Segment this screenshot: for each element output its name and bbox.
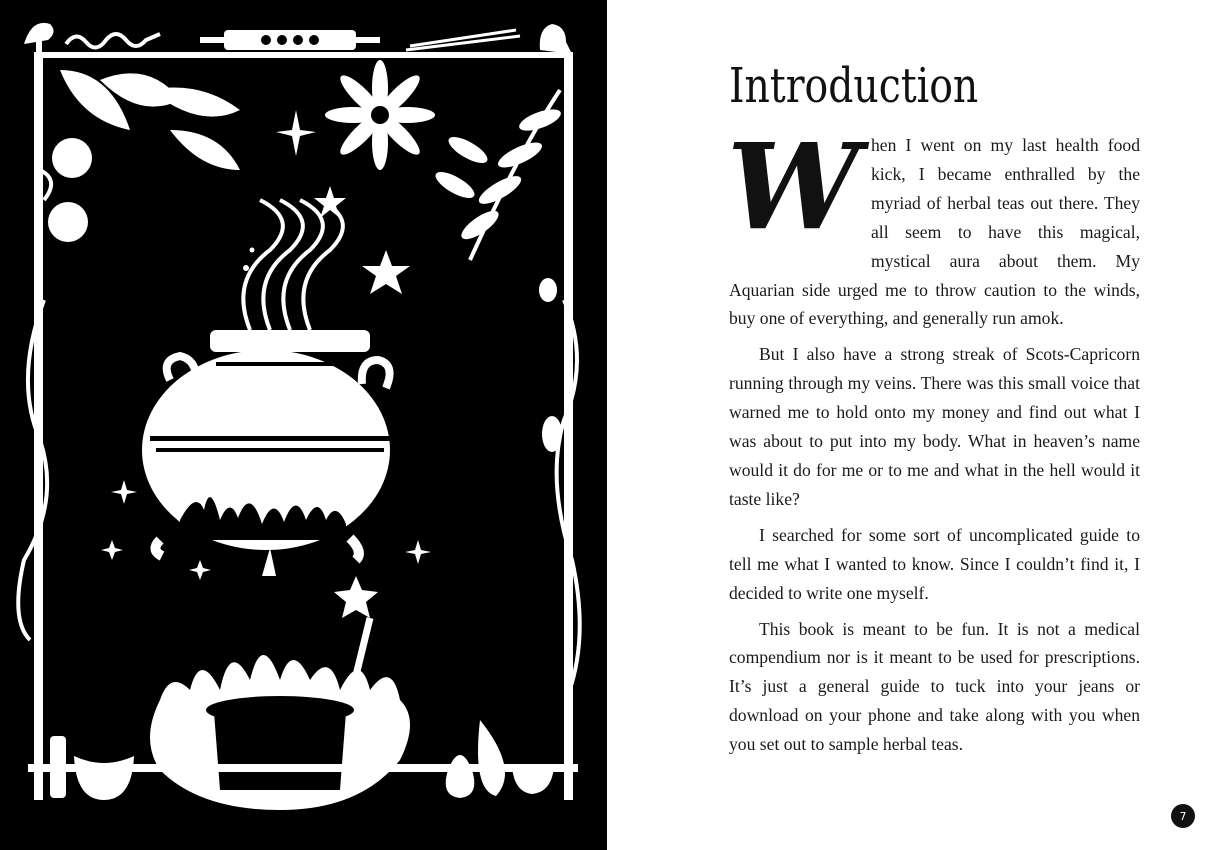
drop-cap: W	[727, 117, 860, 256]
chapter-title: Introduction	[729, 58, 979, 114]
paragraph-1	[727, 117, 1140, 333]
page-number-badge: 7	[1171, 804, 1195, 828]
paragraph-3: I searched for some sort of uncomplicated guide to tell me what I wanted to know. Since I couldn’t find it, I decided to write one myself.	[729, 524, 1140, 603]
paragraph-4: This book is meant to be fun. It is not a medical compendium nor is it meant to be used for prescriptions. It’s just a general guide to tuck into your jeans or download on your phone and take along with you when you set out to sample herbal teas.	[729, 618, 1140, 755]
paragraph-1-text: hen I went on my last health food kick, I became enthralled by the myriad of herbal teas out there. They all seem to have this magical, mystical aura about them. My Aquarian side urged me to throw caution to the winds, buy one of everything, and generally run amok.	[729, 135, 1140, 329]
body-text	[727, 117, 1140, 766]
text-page	[607, 0, 1214, 850]
paragraph-2: But I also have a strong streak of Scots-Capricorn running through my veins. There was this small voice that warned me to hold onto my money and find out what I was about to put into my body. What in heaven’s name would it do for me or to me and what in the hell would it taste like?	[729, 344, 1140, 509]
